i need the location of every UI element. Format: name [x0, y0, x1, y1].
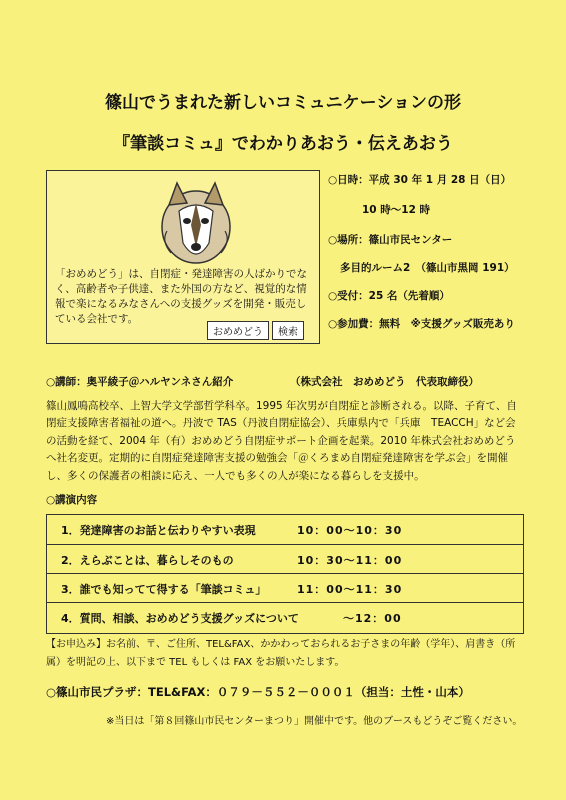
program-label: 2．えらぶことは、暮らしそのもの — [61, 554, 234, 567]
festival-note: ※当日は「第８回篠山市民センターまつり」開催中です。他のブースもどうぞご覧ください。 — [106, 716, 523, 727]
program-table — [46, 514, 524, 634]
omemedo-info-box — [46, 170, 320, 344]
title-line-1: 篠山でうまれた新しいコミュニケーションの形 — [105, 93, 461, 113]
program-label: 3．誰でも知ってて得する「筆談コミュ」 — [61, 583, 267, 596]
program-time: 11：00～11：30 — [297, 583, 403, 596]
program-row — [47, 515, 523, 544]
search-bar — [207, 321, 304, 340]
program-label: 1．発達障害のお話と伝わりやすい表現 — [61, 524, 256, 537]
program-heading: ○講演内容 — [46, 494, 98, 506]
contact-info: ○篠山市民プラザ：TEL&FAX：０７９－５５２－０００１（担当：土性・山本） — [46, 685, 470, 699]
event-room: 多目的ルーム2 （篠山市黒岡 191） — [340, 262, 515, 274]
lecturer-affiliation: （株式会社 おめめどう 代表取締役） — [290, 376, 479, 388]
event-date: ○日時：平成 30 年 1 月 28 日（日） — [328, 174, 512, 186]
lecturer-heading: ○講師：奥平綾子＠ハルヤンネさん紹介 — [46, 376, 234, 388]
program-time: 10：30～11：00 — [297, 554, 403, 567]
dog-illustration-icon — [157, 181, 235, 267]
event-place: ○場所：篠山市民センター — [328, 234, 453, 246]
event-time: 10 時～12 時 — [362, 204, 431, 216]
search-term: おめめどう — [207, 321, 269, 340]
application-info: 【お申込み】お名前、〒、ご住所、TEL&FAX、かかわっておられるお子さまの年齢（学年）、肩書き（所属）を明記の上、以下まで TEL もしくは FAX をお願いたします。 — [46, 639, 516, 668]
program-time: ～12：00 — [343, 612, 402, 625]
program-row — [47, 602, 523, 632]
program-row — [47, 544, 523, 574]
title-line-2: 『筆談コミュ』でわかりあおう・伝えあおう — [113, 134, 453, 154]
event-capacity: ○受付：25 名（先着順） — [328, 290, 450, 302]
program-time: 10：00～10：30 — [297, 524, 403, 537]
event-fee: ○参加費：無料 ※支援グッズ販売あり — [328, 318, 515, 330]
omemedo-caption: 「おめめどう」は、自閉症・発達障害の人ばかりでなく、高齢者や子供達、また外国の方など、視覚的な情報で楽になるみなさんへの支援グッズを開発・販売している会社です。 — [55, 268, 307, 325]
program-label: 4．質問、相談、おめめどう支援グッズについて — [61, 612, 299, 625]
lecturer-bio: 篠山鳳鳴高校卒、上智大学文学部哲学科卒。1995 年次男が自閉症と診断される。以降、子育て、自閉症支援障害者福祉の道へ。丹波で TAS（丹波自閉症協会）、兵庫県内で「兵庫 TEACCH」など会の活動を経て、2004 年（有）おめめどう自閉症サポート企画を起業。2010 年株式会社おめめどうへ社名変更。定期的に自閉症発達障害支援の勉強会「＠くろまめ自閉症発達障害を学ぶ会」を開催し、多くの保護者の相談に応え、一人でも多くの人が楽になる暮らしを支援中。 — [46, 400, 517, 482]
search-button: 検索 — [272, 321, 304, 340]
program-row — [47, 573, 523, 603]
